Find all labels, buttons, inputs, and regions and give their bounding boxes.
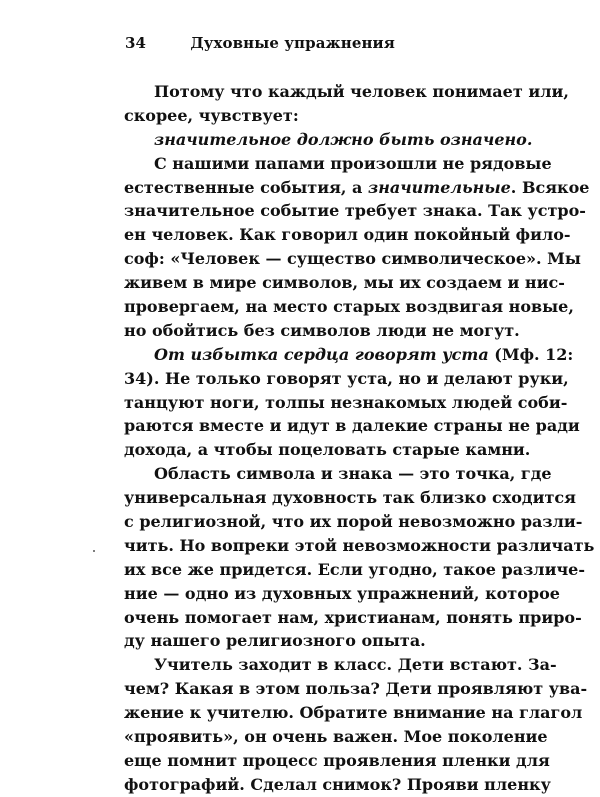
paragraph — [124, 343, 580, 462]
text-run: . Всякое — [510, 177, 590, 197]
text-run: естественные события, а — [124, 177, 368, 197]
page-number: 34 — [125, 34, 147, 52]
text-line: дохода, а чтобы поцеловать старые камни. — [124, 440, 531, 460]
running-title: Духовные упражнения — [190, 34, 395, 52]
text-line: «проявить», он очень важен. Мое поколение — [124, 727, 548, 747]
text-line: Потому что каждый человек понимает или, — [154, 82, 569, 101]
text-line: Учитель заходит в класс. Дети встают. За- — [154, 655, 557, 675]
text-line: но обойтись без символов люди не могут. — [124, 320, 520, 340]
text-line: значительное должно быть означено. — [154, 129, 533, 149]
text-line: значительное событие требует знака. Так устро- — [124, 201, 586, 221]
text-line: ен человек. Как говорил один покойный фило- — [124, 225, 571, 245]
text-line: с религиозной, что их порой невозможно разли- — [124, 512, 583, 532]
text-line: танцуют ноги, толпы незнакомых людей соби- — [124, 392, 568, 412]
text-line: универсальная духовность так близко сходится — [124, 488, 576, 508]
text-line: жение к учителю. Обратите внимание на глагол — [124, 703, 583, 723]
paragraph — [124, 128, 533, 152]
text-line: провергаем, на место старых воздвигая новые, — [124, 297, 574, 317]
text-line: ду нашего религиозного опыта. — [124, 631, 426, 651]
paragraph — [124, 80, 569, 128]
running-header — [125, 34, 505, 56]
text-line — [124, 176, 590, 200]
text-line: еще помнит процесс проявления пленки для — [124, 750, 550, 770]
text-line: ние — одно из духовных упражнений, которое — [124, 583, 560, 603]
text-line: очень помогает нам, христианам, понять приро- — [124, 607, 582, 627]
text-line — [124, 343, 574, 367]
text-line: фотографий. Сделал снимок? Прояви пленку — [124, 774, 551, 794]
paragraph — [124, 462, 595, 653]
italic-text: От избытка сердца говорят уста — [154, 344, 489, 364]
paragraph — [124, 152, 590, 343]
text-line: Область символа и знака — это точка, где — [154, 464, 552, 484]
italic-text: значительные — [367, 177, 511, 197]
text-line: раются вместе и идут в далекие страны не ради — [124, 416, 580, 436]
text-line: соф: «Человек — существо символическое». Мы — [124, 249, 581, 269]
text-line: чем? Какая в этом польза? Дети проявляют ува- — [124, 679, 588, 699]
text-line: С нашими папами произошли не рядовые — [154, 153, 552, 173]
text-run: (Мф. 12: — [488, 344, 574, 364]
text-line: живем в мире символов, мы их создаем и нис- — [124, 273, 565, 293]
text-line: чить. Но вопреки этой невозможности различать — [124, 535, 595, 555]
text-line: 34). Не только говорят уста, но и делают руки, — [124, 368, 569, 388]
scan-speck — [93, 550, 95, 552]
text-line: их все же придется. Если угодно, такое различе- — [124, 559, 585, 579]
body-text — [124, 80, 595, 797]
text-line: скорее, чувствует: — [124, 105, 299, 125]
paragraph — [124, 653, 588, 796]
